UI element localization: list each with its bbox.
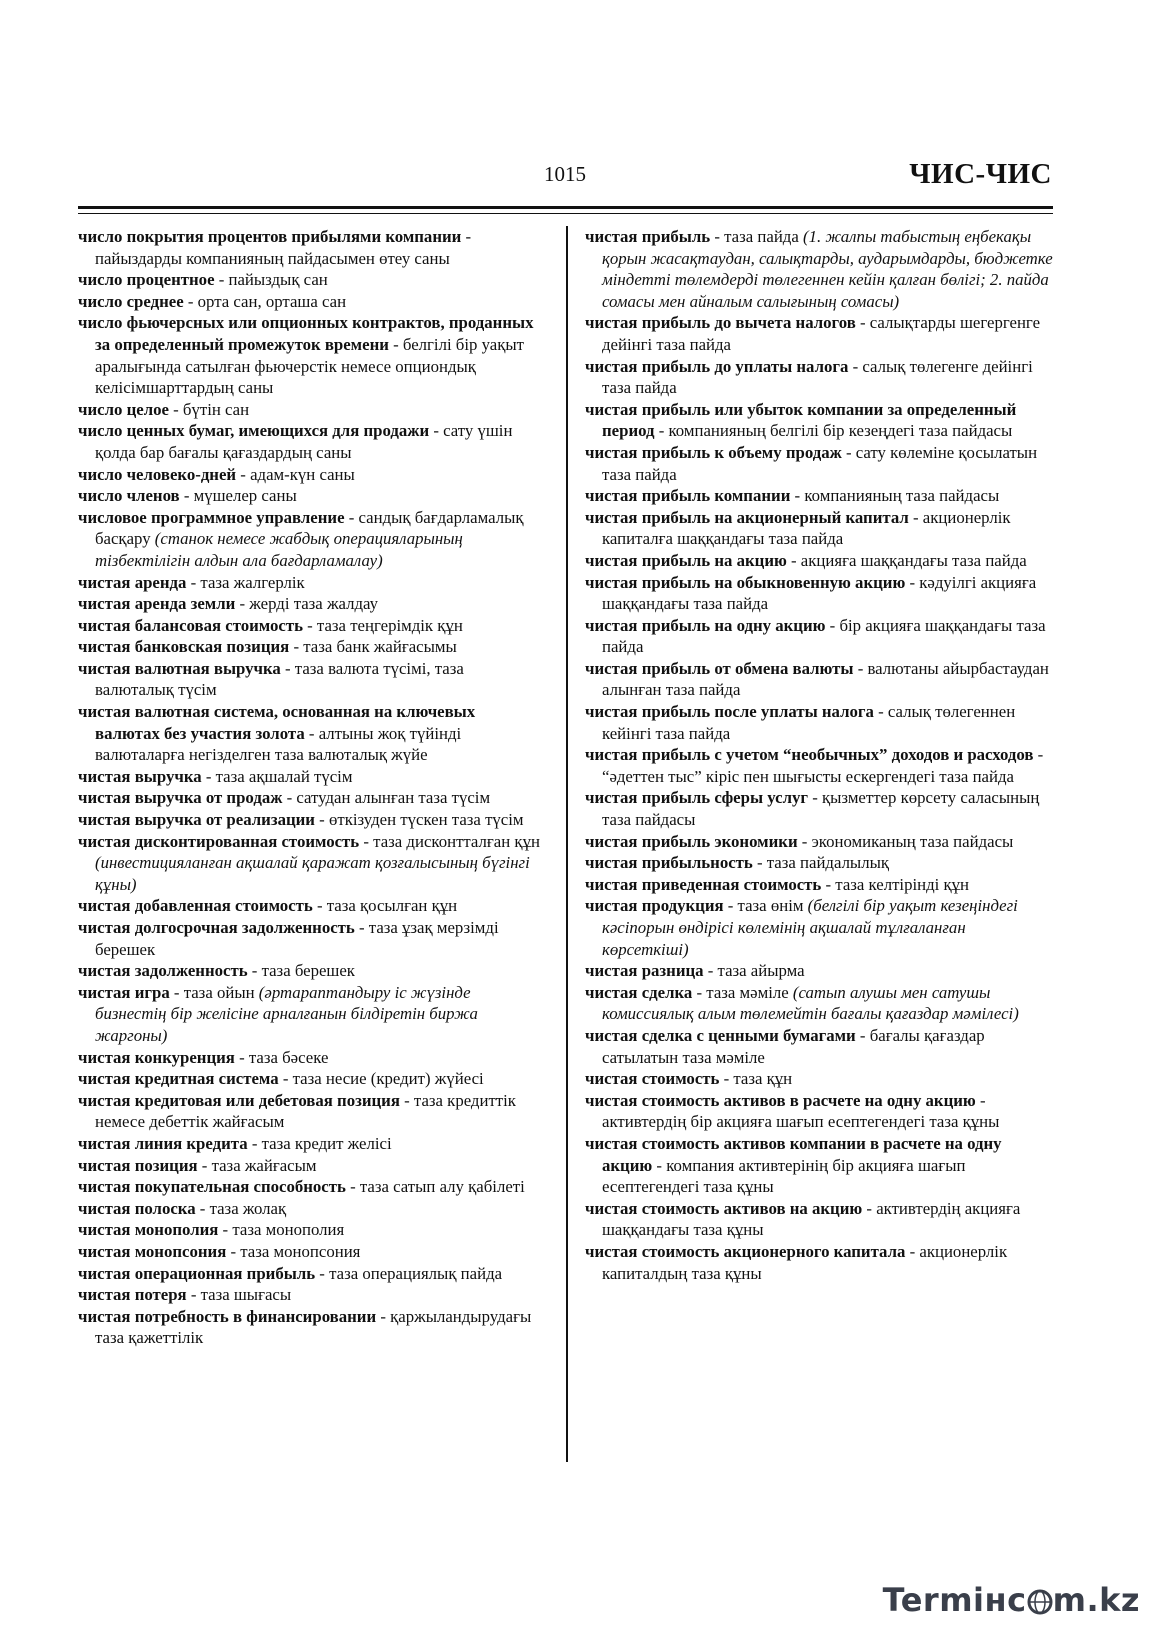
dictionary-entry: [78, 960, 544, 982]
entry-term: чистая прибыль сферы услуг: [585, 788, 809, 808]
entry-definition: - таза банк жайғасымы: [289, 637, 457, 657]
header-rule-thin: [78, 213, 1053, 214]
entry-definition: - пайыздық сан: [214, 270, 328, 290]
entry-definition: - мүшелер саны: [179, 486, 297, 506]
entry-definition: - таза берешек: [247, 961, 355, 981]
entry-term: чистая стоимость акционерного капитала: [585, 1241, 906, 1261]
entry-term: чистая монополия: [78, 1220, 219, 1240]
entry-term: чистая сделка: [585, 982, 693, 1002]
dictionary-entry: [78, 636, 544, 658]
dictionary-entry: [585, 226, 1053, 312]
dictionary-entry: [585, 1198, 1053, 1241]
entry-definition: - компания активтерінің бір акцияға шағып есептегендегі таза құны: [602, 1155, 966, 1197]
entry-term: чистая покупательная способность: [78, 1177, 346, 1197]
entry-definition: - таза жалгерлік: [186, 572, 305, 592]
dictionary-entry: [585, 1241, 1053, 1284]
entry-term: чистая аренда земли: [78, 594, 236, 614]
entry-definition: - өткізуден түскен таза түсім: [314, 810, 524, 830]
entry-term: чистая прибыль на акционерный капитал: [585, 507, 909, 527]
entry-term: чистая прибыль до вычета налогов: [585, 313, 856, 333]
dictionary-entry: [78, 1155, 544, 1177]
entry-definition: - таза монопсония: [226, 1241, 361, 1261]
entry-term: числовое программное управление: [78, 507, 345, 527]
dictionary-entry: [585, 1068, 1053, 1090]
dictionary-entry: [78, 658, 544, 701]
entry-definition: - қаржыландырудағы таза қажеттілік: [95, 1306, 532, 1348]
globe-icon: [1027, 1589, 1053, 1615]
entry-definition: - таза кредиттік немесе дебеттік жайғасым: [95, 1090, 516, 1132]
entry-definition: - экономиканың таза пайдасы: [797, 831, 1014, 851]
dictionary-entry: [78, 269, 544, 291]
entry-definition: - орта сан, орташа сан: [183, 291, 347, 311]
entry-definition: - алтыны жоқ түйінді валюталарға негізделген таза валюталық жүйе: [95, 723, 462, 765]
entry-definition: - жерді таза жалдау: [235, 594, 379, 614]
entry-definition: - пайыздарды компанияның пайдасымен өтеу саны: [95, 227, 472, 268]
entry-term: чистая прибыль на обыкновенную акцию: [585, 572, 906, 592]
dictionary-entry: [585, 701, 1053, 744]
page-number: 1015: [544, 162, 586, 186]
entry-term: чистая выручка от продаж: [78, 788, 283, 808]
dictionary-entry: [78, 485, 544, 507]
dictionary-entry: [78, 982, 544, 1047]
entry-term: чистая прибыль до уплаты налога: [585, 356, 849, 376]
entry-definition: - қызметтер көрсету саласының таза пайдасы: [602, 788, 1040, 830]
dictionary-entry: [78, 809, 544, 831]
dictionary-entry: [78, 1241, 544, 1263]
entry-definition: - акцияға шаққандағы таза пайда: [786, 550, 1027, 570]
entry-definition: - таза қосылған құн: [312, 896, 458, 916]
dictionary-entry: [585, 787, 1053, 830]
entry-term: чистая прибыль после уплаты налога: [585, 702, 874, 722]
left-column: [78, 226, 544, 1349]
entry-note: (1. жалпы табыстың еңбекақы қорын жасақтаудан, салықтарды, аударымдарды, бюджетке міндетті төлемдерді төлегеннен кейін қалған бөлігі; 2. пайда сомасы мен айналым салығының сомасы): [602, 227, 1053, 311]
entry-term: число процентное: [78, 270, 215, 290]
dictionary-entry: [78, 917, 544, 960]
entry-definition: - таза ұзақ мерзімді берешек: [95, 918, 499, 959]
entry-term: чистая прибыль к объему продаж: [585, 442, 842, 462]
entry-definition: - таза өнім: [723, 896, 808, 916]
entry-definition: - таза кредит желісі: [247, 1133, 392, 1153]
entry-term: чистая добавленная стоимость: [78, 896, 313, 916]
entry-term: чистая стоимость активов на акцию: [585, 1198, 863, 1218]
entry-term: чистая продукция: [585, 896, 724, 916]
entry-term: чистая конкуренция: [78, 1047, 235, 1067]
entry-definition: - таза несие (кредит) жүйесі: [278, 1069, 484, 1089]
entry-definition: - таза жайғасым: [197, 1155, 317, 1175]
entry-definition: - таза құн: [719, 1069, 793, 1089]
entry-term: число среднее: [78, 291, 184, 311]
entry-definition: - таза бәсеке: [234, 1047, 329, 1067]
entry-definition: - бүтін сан: [168, 399, 250, 419]
site-watermark[interactable]: [883, 1581, 1140, 1619]
column-divider: [566, 226, 568, 1462]
dictionary-entry: [78, 507, 544, 572]
dictionary-entry: [78, 895, 544, 917]
entry-definition: - таза ақшалай түсім: [201, 766, 353, 786]
entry-definition: - сату үшін қолда бар бағалы қағаздардың саны: [95, 421, 513, 462]
dictionary-entry: [585, 550, 1053, 572]
entry-term: чистая прибыль на одну акцию: [585, 615, 826, 635]
dictionary-entry: [585, 852, 1053, 874]
page-title: ЧИС-ЧИС: [909, 158, 1052, 190]
dictionary-entry: [78, 1133, 544, 1155]
entry-definition: - бір акцияға шаққандағы таза пайда: [602, 615, 1046, 657]
entry-term: число ценных бумаг, имеющихся для продажи: [78, 421, 430, 441]
entry-definition: - акционерлік капиталдың таза құны: [602, 1241, 1008, 1283]
entry-definition: - “әдеттен тыс” кіріс пен шығысты ескергендегі таза пайда: [602, 745, 1044, 786]
entry-term: чистая приведенная стоимость: [585, 874, 822, 894]
entry-definition: - таза пайдалылық: [752, 853, 890, 873]
entry-definition: - таза дисконтталған құн: [359, 831, 540, 851]
entry-term: чистая дисконтированная стоимость: [78, 831, 360, 851]
entry-definition: - салықтарды шегергенге дейінгі таза пайда: [602, 313, 1041, 354]
entry-term: чистая стоимость: [585, 1069, 720, 1089]
dictionary-entry: [78, 1284, 544, 1306]
dictionary-entry: [585, 1133, 1053, 1198]
dictionary-entry: [78, 1198, 544, 1220]
entry-term: чистая прибыль: [585, 227, 711, 246]
watermark-text-start: T: [882, 1581, 901, 1619]
dictionary-entry: [585, 312, 1053, 355]
entry-term: чистая разница: [585, 961, 704, 981]
dictionary-entry: [78, 766, 544, 788]
dictionary-entry: [78, 399, 544, 421]
entry-definition: - таза сатып алу қабілеті: [345, 1177, 525, 1197]
entry-definition: - белгілі бір уақыт аралығында сатылған фьючерстік немесе опциондық келісімшарттардың саны: [95, 334, 524, 398]
dictionary-entry: [78, 1263, 544, 1285]
entry-term: чистая прибыль на акцию: [585, 550, 787, 570]
dictionary-entry: [78, 1176, 544, 1198]
entry-term: чистая стоимость активов в расчете на одну акцию: [585, 1090, 976, 1110]
dictionary-entry: [78, 291, 544, 313]
entry-definition: - адам-күн саны: [236, 464, 355, 484]
entry-term: чистая операционная прибыль: [78, 1263, 316, 1283]
dictionary-entry: [78, 420, 544, 463]
entry-definition: - сатудан алынған таза түсім: [282, 788, 491, 808]
entry-term: чистая балансовая стоимость: [78, 615, 303, 635]
entry-term: чистая потребность в финансировании: [78, 1306, 377, 1326]
dictionary-entry: [585, 895, 1053, 960]
entry-term: чистая позиция: [78, 1155, 198, 1175]
watermark-text-mid: ermінс: [900, 1581, 1027, 1619]
entry-definition: - таза монополия: [218, 1220, 345, 1240]
entry-term: чистая прибыль экономики: [585, 831, 798, 851]
entry-term: число человеко-дней: [78, 464, 237, 484]
dictionary-entry: [585, 442, 1053, 485]
entry-definition: - валютаны айырбастаудан алынған таза пайда: [602, 658, 1049, 700]
entry-definition: - салық төлегенге дейінгі таза пайда: [602, 356, 1033, 398]
entry-term: чистая игра: [78, 982, 170, 1002]
entry-note: (станок немесе жабдық операцияларының тізбектілігін алдын ала бағдарламалау): [95, 529, 463, 570]
entry-definition: - таза шығасы: [186, 1285, 292, 1305]
dictionary-entry: [585, 874, 1053, 896]
entry-note: (сатып алушы мен сатушы комиссиялық алым төлемейтін бағалы қағаздар мәмілесі): [602, 982, 1019, 1024]
dictionary-entry: [78, 1306, 544, 1349]
entry-term: число целое: [78, 399, 169, 419]
dictionary-entry: [78, 593, 544, 615]
dictionary-entry: [78, 1068, 544, 1090]
entry-definition: - компанияның белгілі бір кезеңдегі таза пайдасы: [654, 421, 1013, 441]
dictionary-entry: [78, 615, 544, 637]
dictionary-entry: [585, 485, 1053, 507]
entry-definition: - таза теңгерімдік құн: [302, 615, 463, 635]
header-rule-thick: [78, 206, 1053, 209]
entry-note: (әртараптандыру іс жүзінде бизнестің бір желісіне арналғанын білдіретін биржа жаргоны): [95, 982, 478, 1045]
entry-definition: - активтердің бір акцияға шағып есептегендегі таза құны: [602, 1090, 1000, 1132]
entry-term: чистая задолженность: [78, 961, 248, 981]
entry-definition: - таза келтірінді құн: [821, 874, 970, 894]
dictionary-entry: [585, 1025, 1053, 1068]
entry-term: чистая линия кредита: [78, 1133, 248, 1153]
dictionary-entry: [78, 831, 544, 896]
entry-definition: - кәдуілгі акцияға шаққандағы таза пайда: [602, 572, 1037, 614]
entry-definition: - таза айырма: [703, 961, 805, 981]
dictionary-entry: [78, 1090, 544, 1133]
dictionary-entry: [585, 982, 1053, 1025]
entry-term: чистая прибыль с учетом “необычных” доходов и расходов: [585, 745, 1034, 765]
entry-note: (белгілі бір уақыт кезеңіндегі кәсіпорын өндірісі көлемінің ақшалай тұлғаланған көрсеткіші): [602, 896, 1018, 959]
entry-term: чистая кредитовая или дебетовая позиция: [78, 1090, 400, 1110]
dictionary-entry: [585, 831, 1053, 853]
entry-definition: - таза операциялық пайда: [315, 1263, 503, 1283]
entry-term: чистая банковская позиция: [78, 637, 290, 657]
entry-definition: - таза валюта түсімі, таза валюталық түсім: [95, 658, 464, 700]
entry-definition: - таза пайда: [710, 227, 803, 246]
dictionary-entry: [585, 744, 1053, 787]
entry-term: чистая полоска: [78, 1198, 196, 1218]
entry-term: чистая долгосрочная задолженность: [78, 918, 355, 937]
dictionary-entry: [585, 572, 1053, 615]
entry-term: чистая сделка с ценными бумагами: [585, 1025, 856, 1045]
entry-term: чистая стоимость активов компании в расчете на одну акцию: [585, 1133, 1002, 1175]
entry-term: чистая аренда: [78, 572, 187, 592]
watermark-text-end: m.kz: [1052, 1581, 1140, 1619]
dictionary-entry: [78, 701, 544, 766]
entry-term: чистая выручка: [78, 766, 202, 786]
dictionary-entry: [78, 1219, 544, 1241]
dictionary-entry: [78, 464, 544, 486]
entry-term: чистая прибыльность: [585, 853, 753, 873]
dictionary-entry: [78, 572, 544, 594]
entry-term: чистая монопсония: [78, 1241, 227, 1261]
entry-note: (инвестицияланған ақшалай қаражат қозғалысының бүгінгі құны): [95, 853, 530, 894]
entry-term: число членов: [78, 486, 180, 506]
entry-definition: - сату көлеміне қосылатын таза пайда: [602, 442, 1038, 484]
entry-term: чистая прибыль от обмена валюты: [585, 658, 854, 678]
entry-definition: - салық төлегеннен кейінгі таза пайда: [602, 702, 1016, 743]
entry-definition: - таза ойын: [169, 982, 259, 1002]
entry-term: число покрытия процентов прибылями компании: [78, 227, 462, 246]
entry-definition: - активтердің акцияға шаққандағы таза құны: [602, 1198, 1021, 1240]
dictionary-entry: [585, 507, 1053, 550]
entry-term: чистая валютная выручка: [78, 658, 281, 678]
dictionary-entry: [585, 1090, 1053, 1133]
entry-term: чистая потеря: [78, 1285, 187, 1305]
entry-definition: - акционерлік капиталға шаққандағы таза пайда: [602, 507, 1011, 549]
entry-definition: - бағалы қағаздар сатылатын таза мәміле: [602, 1025, 985, 1067]
entry-term: чистая выручка от реализации: [78, 810, 315, 830]
dictionary-entry: [585, 356, 1053, 399]
entry-term: чистая кредитная система: [78, 1069, 279, 1089]
entry-definition: - компанияның таза пайдасы: [790, 486, 1000, 506]
dictionary-entry: [78, 312, 544, 398]
dictionary-entry: [585, 399, 1053, 442]
entry-definition: - сандық бағдарламалық басқару: [95, 507, 524, 549]
entry-term: чистая прибыль компании: [585, 486, 791, 506]
dictionary-entry: [585, 960, 1053, 982]
entry-term: чистая прибыль или убыток компании за определенный период: [585, 399, 1017, 441]
entry-definition: - таза жолақ: [195, 1198, 287, 1218]
right-column: [585, 226, 1053, 1284]
dictionary-entry: [78, 1047, 544, 1069]
dictionary-entry: [585, 658, 1053, 701]
entry-term: число фьючерсных или опционных контрактов, проданных за определенный промежуток времени: [78, 313, 534, 354]
dictionary-entry: [585, 615, 1053, 658]
dictionary-entry: [78, 226, 544, 269]
dictionary-entry: [78, 787, 544, 809]
entry-term: чистая валютная система, основанная на ключевых валютах без участия золота: [78, 702, 476, 743]
entry-definition: - таза мәміле: [692, 982, 793, 1002]
